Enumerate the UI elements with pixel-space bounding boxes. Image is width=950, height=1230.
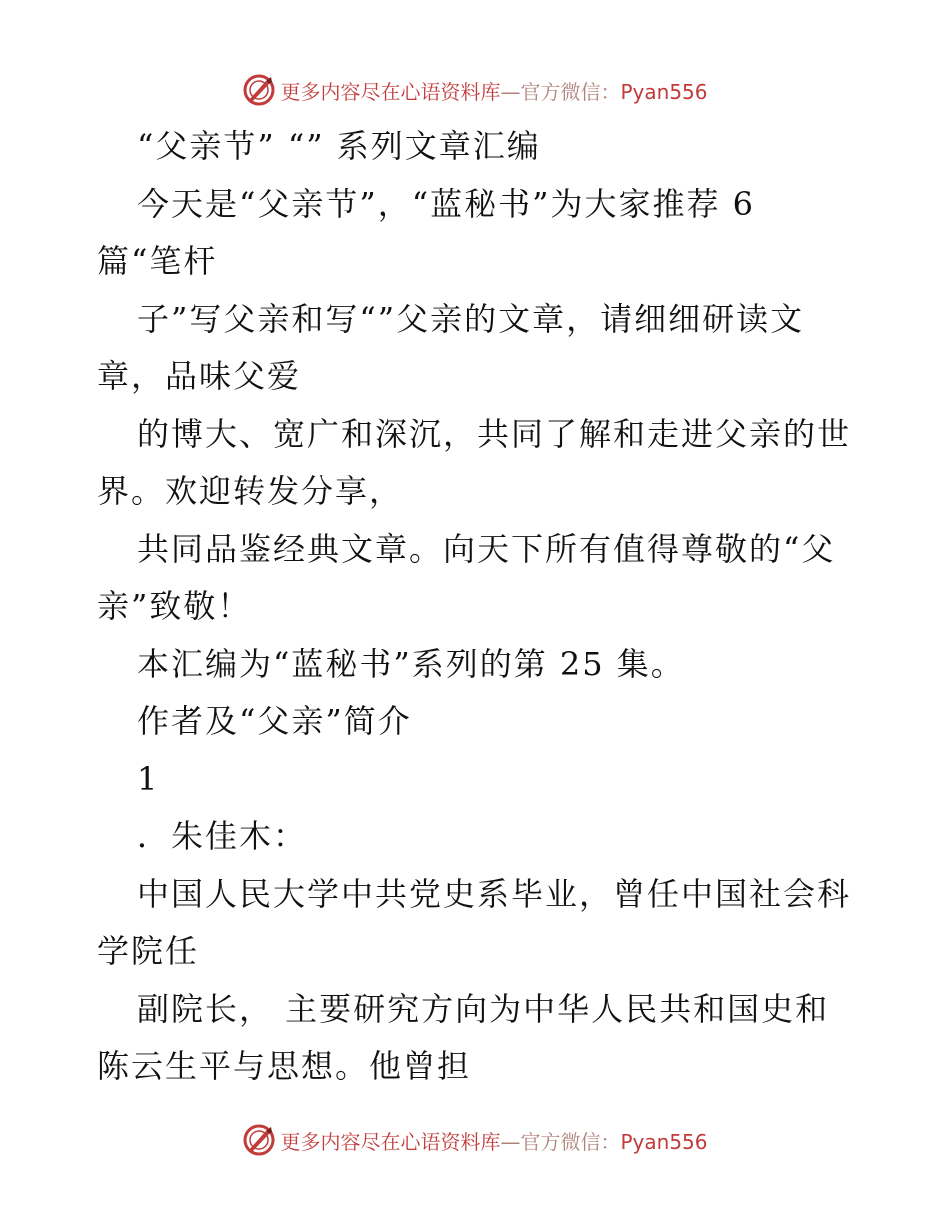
header-banner-text: 更多内容尽在心语资料库—官方微信：Pyan556 <box>280 79 708 104</box>
document-title: “父亲节” “” 系列文章汇编 <box>137 127 541 165</box>
paragraph-line: 副院长， 主要研究方向为中华人民共和国史和 <box>137 989 830 1028</box>
section-heading: 作者及“父亲”简介 <box>137 702 412 740</box>
paragraph-line: 章，品味父爱 <box>97 357 302 395</box>
paragraph-line: 学院任 <box>97 932 200 970</box>
paragraph-line: 共同品鉴经典文章。向天下所有值得尊敬的“父 <box>137 529 836 568</box>
document-body <box>97 118 857 1096</box>
paragraph-line: 篇“笔杆 <box>97 242 218 280</box>
paragraph-line: 界。欢迎转发分享， <box>97 472 404 510</box>
paragraph-line: 亲”致敬！ <box>97 587 252 625</box>
footer-banner <box>0 1120 950 1160</box>
paragraph-line: 今天是“父亲节”，“蓝秘书”为大家推荐 6 <box>137 184 755 223</box>
footer-banner-text: 更多内容尽在心语资料库—官方微信：Pyan556 <box>280 1129 708 1154</box>
paragraph-line: 中国人民大学中共党史系毕业，曾任中国社会科 <box>137 874 852 913</box>
header-banner <box>0 70 950 110</box>
author-name: ．朱佳木： <box>137 817 308 855</box>
list-number: 1 <box>137 759 160 798</box>
paragraph-line: 的博大、宽广和深沉，共同了解和走进父亲的世 <box>137 414 852 453</box>
paragraph-line: 子”写父亲和写“”父亲的文章，请细细研读文 <box>137 299 805 338</box>
quill-logo-icon <box>242 1123 276 1157</box>
paragraph-line: 本汇编为“蓝秘书”系列的第 25 集。 <box>137 644 685 683</box>
quill-logo-icon <box>242 73 276 107</box>
paragraph-line: 陈云生平与思想。他曾担 <box>97 1047 472 1085</box>
